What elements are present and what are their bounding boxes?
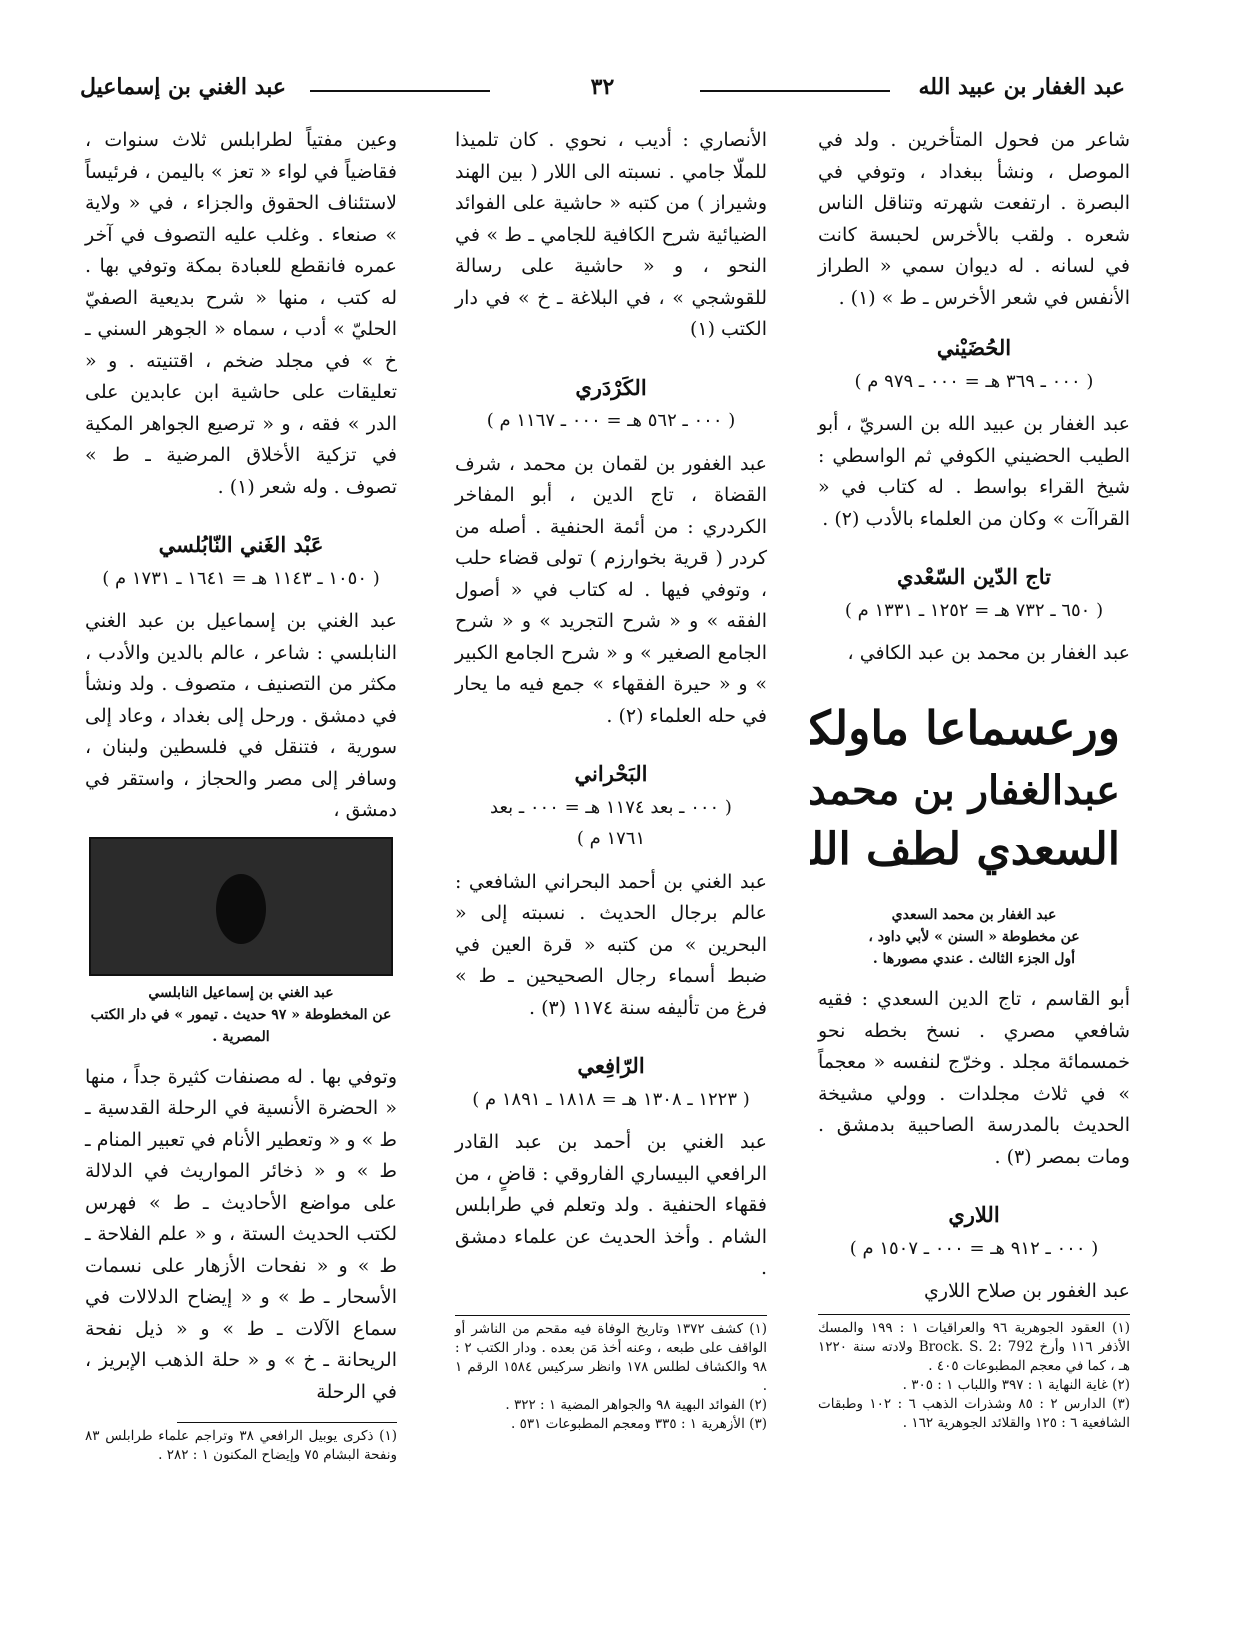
- footnote-rule: [818, 1314, 1130, 1315]
- entry-dates: ( ٠٠٠ ـ ٩١٢ هـ = ٠٠٠ ـ ١٥٠٧ م ): [849, 1237, 1099, 1259]
- paragraph: عبد الغفار بن محمد بن عبد الكافي ،: [847, 642, 1130, 664]
- entry-dates: ( ٠٠٠ ـ بعد ١١٧٤ هـ = ٠٠٠ ـ بعد: [490, 796, 732, 818]
- entry-dates: ( ٠٠٠ ـ ٣٦٩ هـ = ٠٠٠ ـ ٩٧٩ م ): [854, 370, 1094, 392]
- paragraph: وعين مفتياً لطرابلس ثلاث سنوات ، فقاضياً في لواء « تعز » باليمن ، فرئيساً لاستئناف الحقوق والجزاء ، في « ولاية » صنعاء . وغلب عليه التصوف في آخر عمره فانقطع للعبادة بمكة وتوفي بها . له كتب ، منها « شرح بديعية الصفيّ الحليّ » أدب ، سماه « الجوهر السني ـ خ » في مجلد ضخم ، اقتنيته . و « تعليقات على حاشية ابن عابدين على الدر » فقه ، و « ترصيع الجواهر المكية في تزكية الأخلاق المرضية ـ ط » تصوف . وله شعر (١) .: [85, 129, 397, 498]
- seal-stamp: [216, 874, 266, 944]
- manuscript-line: السعدي لطف الله: [810, 823, 1120, 875]
- entry-title: عَبْد الغَني النّابُلسي: [158, 532, 324, 557]
- header-rule-right: [700, 90, 890, 92]
- paragraph: أبو القاسم ، تاج الدين السعدي : فقيه شافعي مصري . نسخ بخطه نحو خمسمائة مجلد . وخرّج لنفسه « معجماً » في ثلاث مجلدات . وولي مشيخة الحديث بالمدرسة الصاحبية بدمشق . ومات بمصر (٣) .: [818, 988, 1130, 1168]
- caption-line: المصرية .: [212, 1028, 270, 1045]
- entry-dates: ( ٦٥٠ ـ ٧٣٢ هـ = ١٢٥٢ ـ ١٣٣١ م ): [844, 599, 1104, 621]
- caption-line: عن المخطوطة « ٩٧ حديث . تيمور » في دار الكتب: [90, 1006, 392, 1023]
- footnote-rule: [177, 1422, 397, 1423]
- paragraph: شاعر من فحول المتأخرين . ولد في الموصل ، ونشأ ببغداد ، وتوفي في البصرة . ارتفعت شهرته وتناقل الناس شعره . ولقب بالأخرس لحبسة كانت في لسانه . له ديوان سمي « الطراز الأنفس في شعر الأخرس ـ ط » (١) .: [818, 129, 1130, 309]
- footnote-rule: [455, 1315, 767, 1316]
- caption-line: عبد الغفار بن محمد السعدي: [891, 907, 1057, 923]
- paragraph: عبد الغني بن إسماعيل بن عبد الغني النابلسي : شاعر ، عالم بالدين والأدب ، مكثر من التصنيف ، متصوف . ولد ونشأ في دمشق . ورحل إلى بغداد ، وعاد إلى سورية ، فتنقل في فلسطين ولبنان ، وسافر إلى مصر والحجاز ، واستقر في دمشق ،: [85, 610, 397, 821]
- entry-title: الكَرْدَري: [575, 374, 647, 400]
- entry-dates: ( ٠٠٠ ـ ٥٦٢ هـ = ٠٠٠ ـ ١١٦٧ م ): [486, 410, 736, 431]
- entry-dates: ١٧٦١ م ): [576, 828, 646, 849]
- paragraph: عبد الغفور بن لقمان بن محمد ، شرف القضاة ، تاج الدين ، أبو المفاخر الكردري : من أئمة الحنفية . أصله من كردر ( قرية بخوارزم ) تولى قضاء حلب ، وتوفي فيها . له كتاب في « أصول الفقه » و « شرح التجريد » و « شرح الجامع الصغير » و « شرح الجامع الكبير » و « حيرة الفقهاء » جمع فيه ما يحار في حله العلماء (٢) .: [455, 452, 767, 727]
- column-left: [85, 125, 397, 1465]
- entry-dates: ( ١٠٥٠ ـ ١١٤٣ هـ = ١٦٤١ ـ ١٧٣١ م ): [102, 567, 380, 589]
- entry-dates: ( ١٢٢٣ ـ ١٣٠٨ هـ = ١٨١٨ ـ ١٨٩١ م ): [472, 1088, 750, 1110]
- footnote: (٣) الأزهرية ١ : ٣٣٥ ومعجم المطبوعات ٥٣١ .: [511, 1415, 767, 1432]
- manuscript-image: [810, 684, 1130, 884]
- paragraph: عبد الغني بن أحمد بن عبد القادر الرافعي البيساري الفاروقي : قاضٍ ، من فقهاء الحنفية . ولد وتعلم في طرابلس الشام . وأخذ الحديث عن علماء دمشق .: [455, 1131, 767, 1279]
- footnote: (١) ذكرى يوبيل الرافعي ٣٨ وتراجم علماء طرابلس ٨٣ ونفحة البشام ٧٥ وإيضاح المكنون ١ : ٢٨٢ .: [85, 1428, 397, 1463]
- paragraph: عبد الغني بن أحمد البحراني الشافعي : عالم برجال الحديث . نسبته إلى « البحرين » من كتبه « قرة العين في ضبط أسماء رجال الصحيحين ـ ط » فرغ من تأليفه سنة ١١٧٤ (٣) .: [455, 870, 767, 1019]
- entry-title: الرّافِعي: [577, 1053, 645, 1078]
- footnote: (٢) الفوائد البهية ٩٨ والجواهر المضية ١ : ٣٢٢ .: [505, 1396, 767, 1413]
- image-caption: [85, 982, 397, 1048]
- entry-title: الحُضَيْني: [936, 335, 1012, 360]
- entry-title: تاج الدّين السّعْدي: [896, 564, 1052, 589]
- header-rule-left: [310, 90, 490, 92]
- paragraph: وتوفي بها . له مصنفات كثيرة جداً ، منها « الحضرة الأنسية في الرحلة القدسية ـ ط » و « وتعطير الأنام في تعبير المنام ـ ط » و « ذخائر المواريث في الدلالة على مواضع الأحاديث ـ ط » فهرس لكتب الحديث الستة ، و « علم الفلاحة ـ ط » و « نفحات الأزهار على نسمات الأسحار ـ ط » و « إيضاح الدلالات في سماع الآلات ـ ط » و « ذيل نفحة الريحانة ـ خ » و « حلة الذهب الإبريز ، في الرحلة: [85, 1065, 397, 1403]
- header-right-title: عبد الغفار بن عبيد الله: [918, 74, 1125, 100]
- caption-line: عبد الغني بن إسماعيل النابلسي: [148, 984, 334, 1001]
- image-caption: [818, 904, 1130, 970]
- running-header: [80, 70, 1125, 110]
- manuscript-line: ورعسماعا ماولك: [810, 700, 1120, 755]
- caption-line: أول الجزء الثالث . عندي مصورها .: [872, 951, 1076, 967]
- paragraph: عبد الغفار بن عبيد الله بن السريّ ، أبو الطيب الحضيني الكوفي ثم الواسطي : شيخ القراء بواسط . له كتاب في « القراآت » وكان من العلماء بالأدب (٢) .: [818, 413, 1130, 530]
- footnote: (٣) الدارس ٢ : ٨٥ وشذرات الذهب ٦ : ١٠٢ وطبقات الشافعية ٦ : ١٢٥ والقلائد الجوهرية ١٦٢ .: [818, 1395, 1130, 1431]
- column-middle: [455, 125, 767, 1434]
- entry-title: البَحْراني: [574, 761, 648, 786]
- paragraph: الأنصاري : أديب ، نحوي . كان تلميذا للملّا جامي . نسبته الى اللار ( بين الهند وشيراز ) من كتبه « حاشية على الفوائد الضيائية شرح الكافية للجامي ـ ط » في النحو ، و « حاشية على رسالة للقوشجي » ، في البلاغة ـ خ » في دار الكتب (١): [455, 129, 767, 340]
- entry-title: اللاري: [948, 1202, 1000, 1227]
- footnote: (٢) غاية النهاية ١ : ٣٩٧ واللباب ١ : ٣٠٥ .: [902, 1376, 1130, 1393]
- page-number: ٣٢: [590, 74, 615, 100]
- footnote: (١) العقود الجوهرية ٩٦ والعراقيات ١ : ١٩٩ والمسك الأذفر ١١٦ وأرخ 792 :2 .Brock. S ولادته سنة ١٢٢٠ هـ ، كما في معجم المطبوعات ٤٠٥ .: [818, 1319, 1130, 1374]
- footnote: (١) كشف ١٣٧٢ وتاريخ الوفاة فيه مقحم من الناشر أو الواقف على طبعه ، وعنه أخذ مَن بعده . ودار الكتب ٢ : ٩٨ والكشاف لطلس ١٧٨ وانظر سركيس ١٥٨٤ الرقم ١ .: [455, 1320, 768, 1394]
- column-right: [810, 125, 1130, 1433]
- caption-line: عن مخطوطة « السنن » لأبي داود ،: [868, 929, 1080, 945]
- manuscript-line: عبدالغفار بن محمد: [810, 766, 1120, 814]
- header-left-title: عبد الغني بن إسماعيل: [80, 74, 286, 100]
- manuscript-photo: [89, 837, 393, 976]
- paragraph: عبد الغفور بن صلاح اللاري: [924, 1280, 1130, 1302]
